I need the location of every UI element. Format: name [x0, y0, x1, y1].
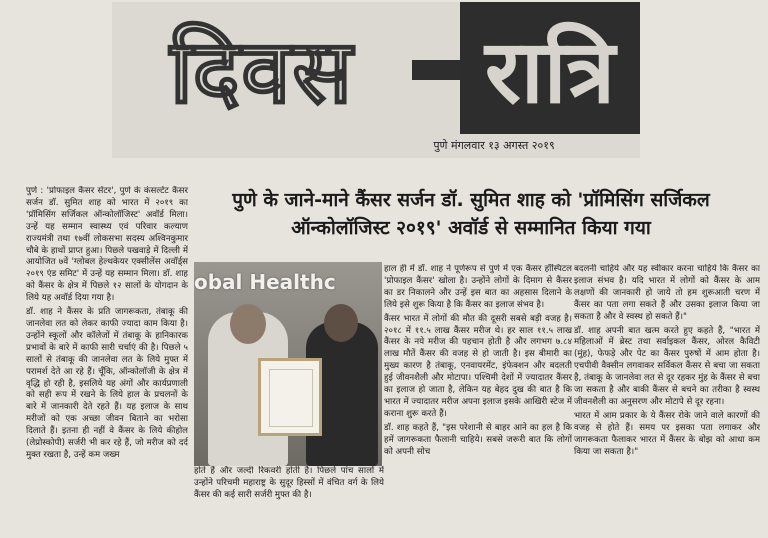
paragraph: बदलनी चाहिये और यह स्वीकार करना चाहिये कि कैंसर का इलाज संभव है। यदि भारत में लोगों को कैंसर के आम लक्षणों की जानकारी हो जाये तो हम शुरूआती चरण में कैंसर का पता लगा सकते हैं और उसका इलाज किया जा सकता है और वे स्वस्थ हो सकते हैं।": [574, 264, 760, 322]
article-column-3: [384, 264, 572, 538]
person-right-head: [324, 304, 358, 342]
certificate-inner-frame: [269, 369, 313, 427]
headline: [178, 186, 764, 252]
headline-line-1: पुणे के जाने-माने कैंसर सर्जन डॉ. सुमित शाह को 'प्रॉमिसिंग सर्जिकल: [232, 189, 710, 211]
event-banner-text: obal Healthc: [194, 270, 336, 294]
paragraph: पुणे : 'प्रोफाइल कैंसर सेंटर', पुणे के कंसल्टेंट कैंसर सर्जन डॉ. सुमित शाह को भारत में २०१९ का 'प्रॉमिसिंग सर्जिकल ऑन्कोलॉजिस्ट' अवॉर्ड मिला। उन्हें यह सम्मान स्वास्थ्य एवं परिवार कल्याण राज्यमंत्री तथा १७वीं लोकसभा सदस्य अश्विनकुमार चौबे के हाथों प्राप्त हुआ। पिछले पखवाड़े में दिल्ली में आयोजित ७वें 'ग्लोबल हेल्थकेयर एक्सीलेंस अवॉर्ड्स २०१९ एंड समिट' में उन्हें यह सम्मान मिला। डॉ. शाह को कैंसर के क्षेत्र में पिछले १२ सालों के योगदान के लिये यह अवॉर्ड दिया गया है।: [26, 186, 188, 304]
award-certificate: [258, 358, 322, 436]
article-column-4: [574, 264, 760, 538]
masthead-title-right: रात्रि: [460, 2, 640, 134]
paragraph: डॉ. शाह ने कैंसर के प्रति जागरूकता, तंबाकू की जानलेवा लत को लेकर काफी ज्यादा काम किया है। उन्होंने स्कूलों और कॉलेजों में तंबाकू के हानिकारक प्रभावों के बारे में काफी सारी चर्चाएं की है। पिछले ५ सालों से तंबाकू की जानलेवा लत के लिये मुफ्त में परामर्श देते आ रहे हैं। चूँकि, ऑन्कोलॉजी के क्षेत्र में वृद्धि हो रही है, इसलिये यह अंगों और कार्यप्रणाली को सही रूप में रखने के लिये हाल के प्रचलनों के बारे में जानकारी देते रहते हैं। यह इलाज के साथ मरीजों को एक अच्छा जीवन बिताने का भरोसा दिलाते हैं। इतना ही नहीं वे कैंसर के लिये कीहोल (लेप्रोस्कोपी) सर्जरी भी कर रहे हैं, जो मरीज को दर्द मुक्त रखता है, उन्हें कम जख्म: [26, 307, 188, 460]
paragraph: कैंसर भारत में लोगों की मौत की दूसरी सबसे बड़ी वजह है। २०१८ में ११.५ लाख कैंसर मरीज थे। हर साल ११.५ लाख कैंसर के नये मरीज की पहचान होती है और लगभग ७.८४ लाख मौतें कैंसर की वजह से हो जाती है। इस बीमारी का मुख्य कारण है तंबाकू, एनवायरमेंट, इंफेक्शन और बदलती हुई जीवनशैली और मोटापा। पश्चिमी देशों में ज्यादातर कैंसर का इलाज हो जाता है, लेकिन यह बेहद दुख की बात है कि भारत में ज्यादातर मरीज अपना इलाज इसके आखिरी स्टेज में कराना शुरू करते हैं।: [384, 313, 572, 419]
paragraph: हाल ही में डॉ. शाह ने पूर्णरूप से पुणे में एक कैंसर हॉस्पिटल 'प्रोफाइल कैंसर' खोला है। उन्होंने लोगों के दिमाग से कैंसर का डर निकालने और उन्हें इस बात का अहसास दिलाने के लिये इसे शुरू किया है कि कैंसर का इलाज संभव है।: [384, 264, 572, 310]
paragraph: डॉ. शाह कहते हैं, "इस परेशानी से बाहर आने का हल है कि हमें जागरूकता फैलानी चाहिये। सबसे जरूरी बात कि लोगों को अपनी सोच: [384, 422, 572, 457]
masthead: [112, 2, 640, 158]
paragraph: डॉ. शाह अपनी बात खत्म करते हुए कहते हैं, "भारत में महिलाओं में ब्रेस्ट तथा सर्वाइकल कैंसर, ओरल कैविटी (मुंह), फेफड़े और पेट का कैंसर पुरुषों में आम होता है। एचपीवी वैक्सीन लगवाकर सर्विकल कैंसर से बचा जा सकता है, तंबाकू के जानलेवा लत से दूर रहकर मुंह के कैंसर से बचा जा सकता है और बाकी कैंसर से बचने का तरीका है स्वस्थ जीवनशैली का अनुसरण और मोटापे से दूर रहना।: [574, 325, 760, 407]
article-column-2-text: होते हैं और जल्दी रिकवरी होती है। पिछले पांच सालों में उन्होंने परिचमी महाराष्ट्र के सुदूर हिस्सों में वंचित वर्ग के लिये कैंसर की कई सारी सर्जरी मुफ्त की है।: [194, 466, 384, 500]
paragraph: भारत में आम प्रकार के ये कैंसर रोके जाने वाले कारणों की वजह से होते हैं। समय पर इसका पता लगाकर और जागरूकता फैलाकर भारत में कैंसर के बोझ को आधा कम किया जा सकता है।": [574, 410, 760, 457]
person-left-head: [230, 304, 266, 344]
award-photo: [194, 262, 382, 466]
masthead-title-left: दिवस: [170, 20, 354, 123]
article-column-1: [26, 186, 188, 538]
headline-line-2: ऑन्कोलॉजिस्ट २०१९' अवॉर्ड से सम्मानित किया गया: [291, 217, 651, 239]
masthead-dash: [412, 60, 460, 80]
dateline: पुणे मंगलवार १३ अगस्त २०१९: [433, 139, 555, 152]
